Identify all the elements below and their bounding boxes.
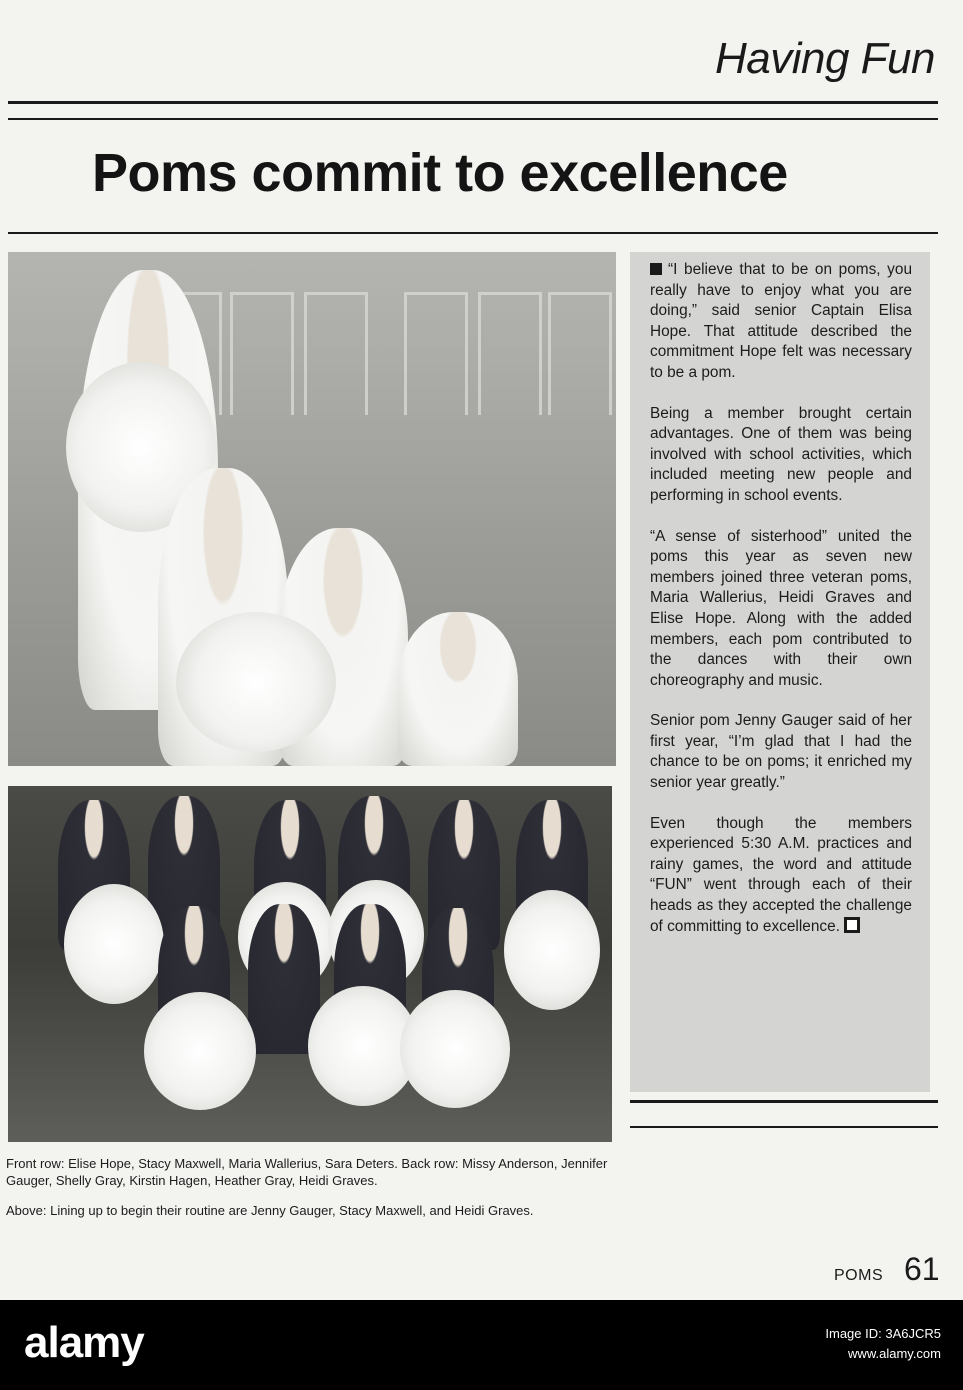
top-rule-thin bbox=[8, 118, 938, 120]
watermark-brand: alamy bbox=[24, 1318, 144, 1367]
pom-figure bbox=[398, 612, 518, 766]
article-paragraph bbox=[650, 814, 912, 938]
pom-pom bbox=[400, 990, 510, 1108]
sidebar-rule-thin bbox=[630, 1126, 938, 1128]
end-mark-icon bbox=[844, 917, 860, 933]
article-paragraph: Senior pom Jenny Gauger said of her first year, “I’m glad that I had the chance to be on poms; it enriched my senior year greatly.” bbox=[650, 712, 912, 792]
bleacher-chair bbox=[230, 292, 294, 415]
bleacher-chair bbox=[304, 292, 368, 415]
bleacher-chair bbox=[548, 292, 612, 415]
footer-section-label: POMS bbox=[834, 1267, 884, 1284]
group-photo-caption: Front row: Elise Hope, Stacy Maxwell, Maria Wallerius, Sara Deters. Back row: Missy Anderson, Jennifer Gauger, Shelly Gray, Kirstin Hagen, Heather Gray, Heidi Graves. bbox=[6, 1156, 608, 1188]
article-paragraph: “A sense of sisterhood” united the poms this year as seven new members joined three veteran poms, Maria Wallerius, Heidi Graves and Elise Hope. Along with the added members, each pom contributed to the dances with their own choreography and music. bbox=[650, 527, 912, 689]
watermark-bar bbox=[0, 1300, 963, 1390]
start-bullet-icon bbox=[650, 263, 662, 275]
bleacher-chair bbox=[478, 292, 542, 415]
top-rule-thick bbox=[8, 101, 938, 104]
section-title: Having Fun bbox=[714, 34, 935, 83]
watermark-image-id bbox=[825, 1324, 941, 1364]
photo-poms-lineup bbox=[8, 252, 616, 766]
lineup-photo-caption: Above: Lining up to begin their routine are Jenny Gauger, Stacy Maxwell, and Heidi Graves. bbox=[6, 1203, 534, 1218]
pom-pom bbox=[144, 992, 256, 1110]
pom-pom bbox=[176, 612, 336, 752]
article-paragraph: Being a member brought certain advantages. One of them was being involved with school activities, which included meeting new people and performing in school events. bbox=[650, 404, 912, 504]
pom-pom bbox=[504, 890, 600, 1010]
headline-rule bbox=[8, 232, 938, 234]
image-id-text: Image ID: 3A6JCR5 bbox=[825, 1326, 941, 1341]
article-paragraph-text: Even though the members experienced 5:30 A.M. practices and rainy games, the word and attitude “FUN” went through each of their heads as they accepted the challenge of committing to excellence. bbox=[650, 814, 912, 935]
site-url-text: www.alamy.com bbox=[848, 1346, 941, 1361]
article-paragraph bbox=[650, 260, 912, 384]
pom-pom bbox=[64, 884, 164, 1004]
page-headline: Poms commit to excellence bbox=[92, 143, 788, 203]
article-sidebar bbox=[630, 252, 930, 1092]
page-number: 61 bbox=[904, 1251, 940, 1287]
article-paragraph-text: “I believe that to be on poms, you really have to enjoy what you are doing,” said senior Captain Elisa Hope. That attitude described the commitment Hope felt was necessary to be a pom. bbox=[650, 261, 912, 381]
bleacher-chair bbox=[404, 292, 468, 415]
photo-poms-team bbox=[8, 786, 612, 1142]
sidebar-rule-thick bbox=[630, 1100, 938, 1103]
